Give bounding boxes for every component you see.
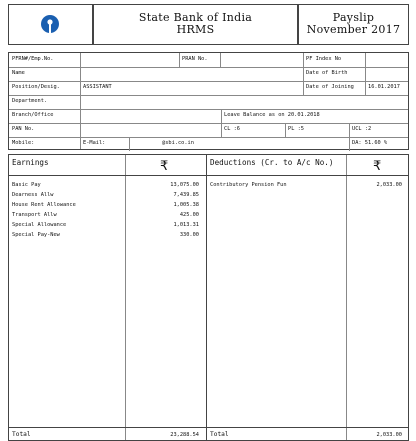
header-payslip-box: [298, 4, 409, 45]
header-logo-box: [8, 4, 93, 45]
earnings-rupee-icon: ₹: [160, 159, 169, 174]
earning-amount: 13,075.00: [170, 182, 199, 188]
pl-balance: PL :5: [288, 126, 304, 133]
earning-amount: 1,005.38: [173, 202, 199, 208]
deductions-heading: Deductions (Cr. to A/c No.): [210, 158, 334, 167]
sbi-logo: [40, 14, 60, 34]
doj-label: Date of Joining: [306, 84, 354, 91]
pran-label: PRAN No.: [182, 56, 208, 63]
email-value: @sbi.co.in: [162, 140, 194, 147]
email-label: E-Mail:: [83, 140, 106, 147]
earning-amount: 1,013.31: [173, 222, 199, 228]
earning-amount: 7,439.85: [173, 192, 199, 198]
deductions-rupee-icon: ₹: [373, 159, 382, 174]
leave-balance-label: Leave Balance as on 20.01.2018: [224, 112, 320, 119]
department-label: Department.: [12, 98, 48, 105]
earnings-heading: Earnings: [12, 158, 49, 167]
earnings-total-amount: 23,288.54: [170, 432, 199, 438]
earning-label: Special Pay-New: [12, 232, 60, 238]
da-rate: DA: 51.60 %: [352, 140, 388, 147]
ucl-balance: UCL :2: [352, 126, 372, 133]
deduction-amount: 2,033.00: [376, 182, 402, 188]
earning-label: Basic Pay: [12, 182, 41, 188]
position-label: Position/Desig.: [12, 84, 60, 91]
header-title-box: [93, 4, 298, 45]
earning-amount: 425.00: [179, 212, 199, 218]
system-name: HRMS: [176, 22, 215, 36]
branch-label: Branch/Office: [12, 112, 54, 119]
pay-period: November 2017: [306, 22, 401, 36]
doj-value: 16.01.2017: [368, 84, 400, 91]
name-label: Name: [12, 70, 25, 77]
earning-label: House Rent Allowance: [12, 202, 76, 208]
earning-amount: 330.00: [179, 232, 199, 238]
deductions-total-label: Total: [210, 431, 229, 438]
dob-label: Date of Birth: [306, 70, 348, 77]
earning-label: Transport Allw: [12, 212, 57, 218]
pan-label: PAN No.: [12, 126, 35, 133]
position-value: ASSISTANT: [83, 84, 112, 91]
deductions-total-amount: 2,033.00: [376, 432, 402, 438]
doc-type: Payslip: [332, 11, 375, 24]
pay-table: [8, 154, 409, 441]
employee-info-grid: [8, 52, 409, 150]
bank-name: State Bank of India: [138, 11, 253, 24]
earnings-total-label: Total: [12, 431, 31, 438]
pfrn-label: PFRN#/Emp.No.: [12, 56, 54, 63]
pf-index-label: PF Index No: [306, 56, 342, 63]
earning-label: Dearness Allw: [12, 192, 54, 198]
cl-balance: CL :6: [224, 126, 240, 133]
deduction-label: Contributory Pension Fun: [210, 182, 287, 188]
mobile-label: Mobile:: [12, 140, 35, 147]
earning-label: Special Allowance: [12, 222, 67, 228]
